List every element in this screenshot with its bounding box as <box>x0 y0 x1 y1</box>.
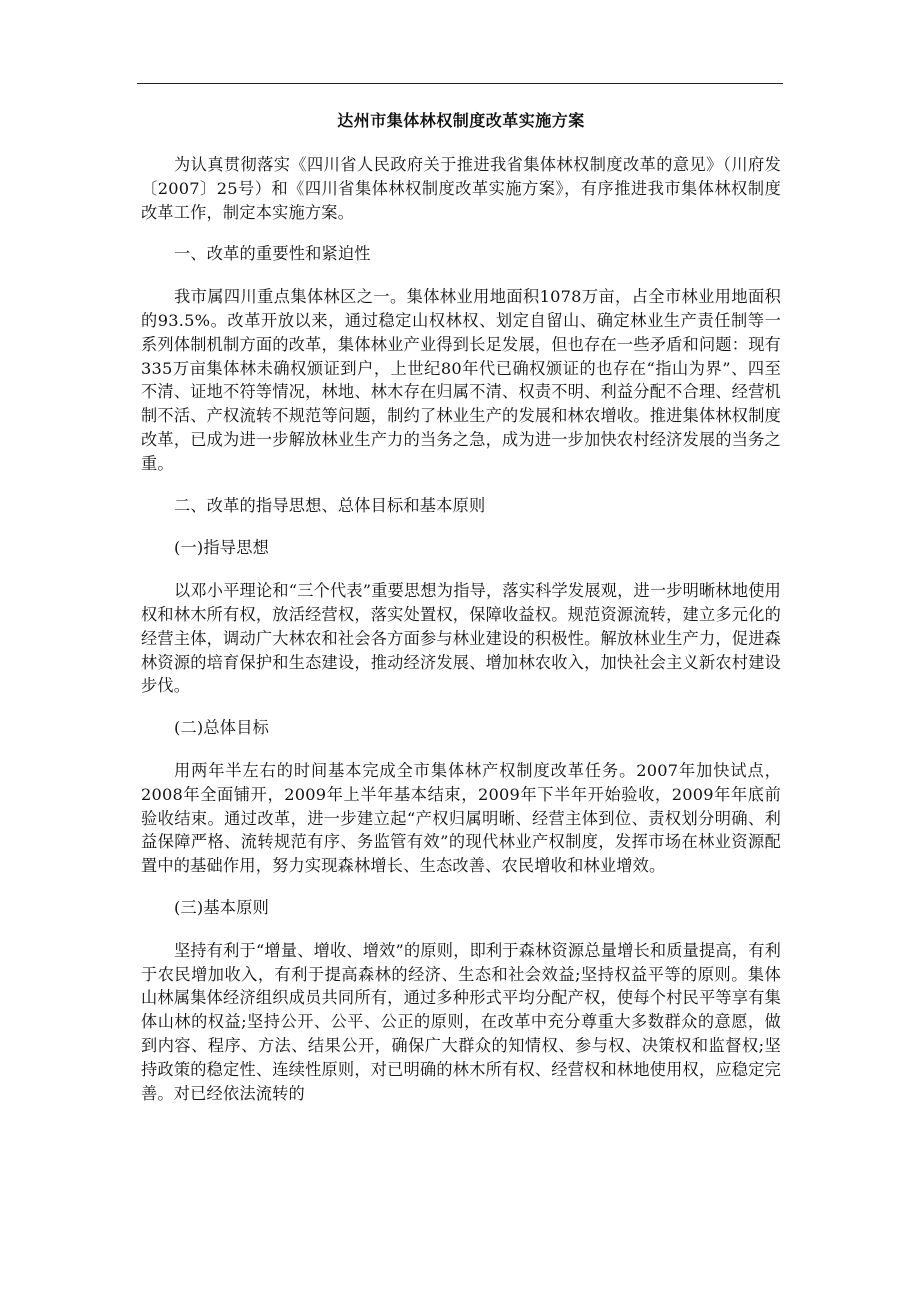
intro-paragraph: 为认真贯彻落实《四川省人民政府关于推进我省集体林权制度改革的意见》（川府发〔2007〕25号）和《四川省集体林权制度改革实施方案》，有序推进我市集体林权制度改革工作，制定本实施方案。 <box>141 155 781 222</box>
basic-principles-paragraph: 坚持有利于“增量、增收、增效”的原则，即利于森林资源总量增长和质量提高，有利于农民增加收入，有利于提高森林的经济、生态和社会效益;坚持权益平等的原则。集体山林属集体经济组织成员共同所有，通过多种形式平均分配产权，使每个村民平等享有集体山林的权益;坚持公开、公平、公正的原则，在改革中充分尊重大多数群众的意愿，做到内容、程序、方法、结果公开，确保广大群众的知情权、参与权、决策权和监督权;坚持政策的稳定性、连续性原则，对已明确的林木所有权、经营权和林地使用权，应稳定完善。对已经依法流转的 <box>141 940 781 1103</box>
section-heading-2: 二、改革的指导思想、总体目标和基本原则 <box>174 495 486 515</box>
subsection-heading-basic-principles: (三)基本原则 <box>174 897 269 917</box>
subsection-heading-overall-goal: (二)总体目标 <box>174 718 269 738</box>
header-rule <box>137 83 783 84</box>
document-title: 达州市集体林权制度改革实施方案 <box>337 111 585 130</box>
subsection-heading-guiding-ideology: (一)指导思想 <box>174 538 269 558</box>
document-body <box>141 107 781 1123</box>
overall-goal-paragraph: 用两年半左右的时间基本完成全市集体林产权制度改革任务。2007年加快试点，2008年全面铺开，2009年上半年基本结束，2009年下半年开始验收，2009年年底前验收结束。通过改革，进一步建立起“产权归属明晰、经营主体到位、责权划分明确、利益保障严格、流转规范有序、务监管有效”的现代林业产权制度，发挥市场在林业资源配置中的基础作用，努力实现森林增长、生态改善、农民增收和林业增效。 <box>141 760 781 876</box>
guiding-ideology-paragraph: 以邓小平理论和“三个代表”重要思想为指导，落实科学发展观，进一步明晰林地使用权和林木所有权，放活经营权，落实处置权，保障收益权。规范资源流转，建立多元化的经营主体，调动广大林农和社会各方面参与林业建设的积极性。解放林业生产力，促进森林资源的培育保护和生态建设，推动经济发展、增加林农收入，加快社会主义新农村建设步伐。 <box>141 581 781 696</box>
section-1-paragraph: 我市属四川重点集体林区之一。集体林业用地面积1078万亩，占全市林业用地面积的93.5%。改革开放以来，通过稳定山权林权、划定自留山、确定林业生产责任制等一系列体制机制方面的改革，集体林业产业得到长足发展，但也存在一些矛盾和问题：现有335万亩集体林未确权颁证到户，上世纪80年代已确权颁证的也存在“指山为界”、四至不清、证地不符等情况，林地、林木存在归属不清、权责不明、利益分配不合理、经营机制不活、产权流转不规范等问题，制约了林业生产的发展和林农增收。推进集体林权制度改革，已成为进一步解放林业生产力的当务之急，成为进一步加快农村经济发展的当务之重。 <box>141 287 781 473</box>
section-heading-1: 一、改革的重要性和紧迫性 <box>174 244 371 264</box>
